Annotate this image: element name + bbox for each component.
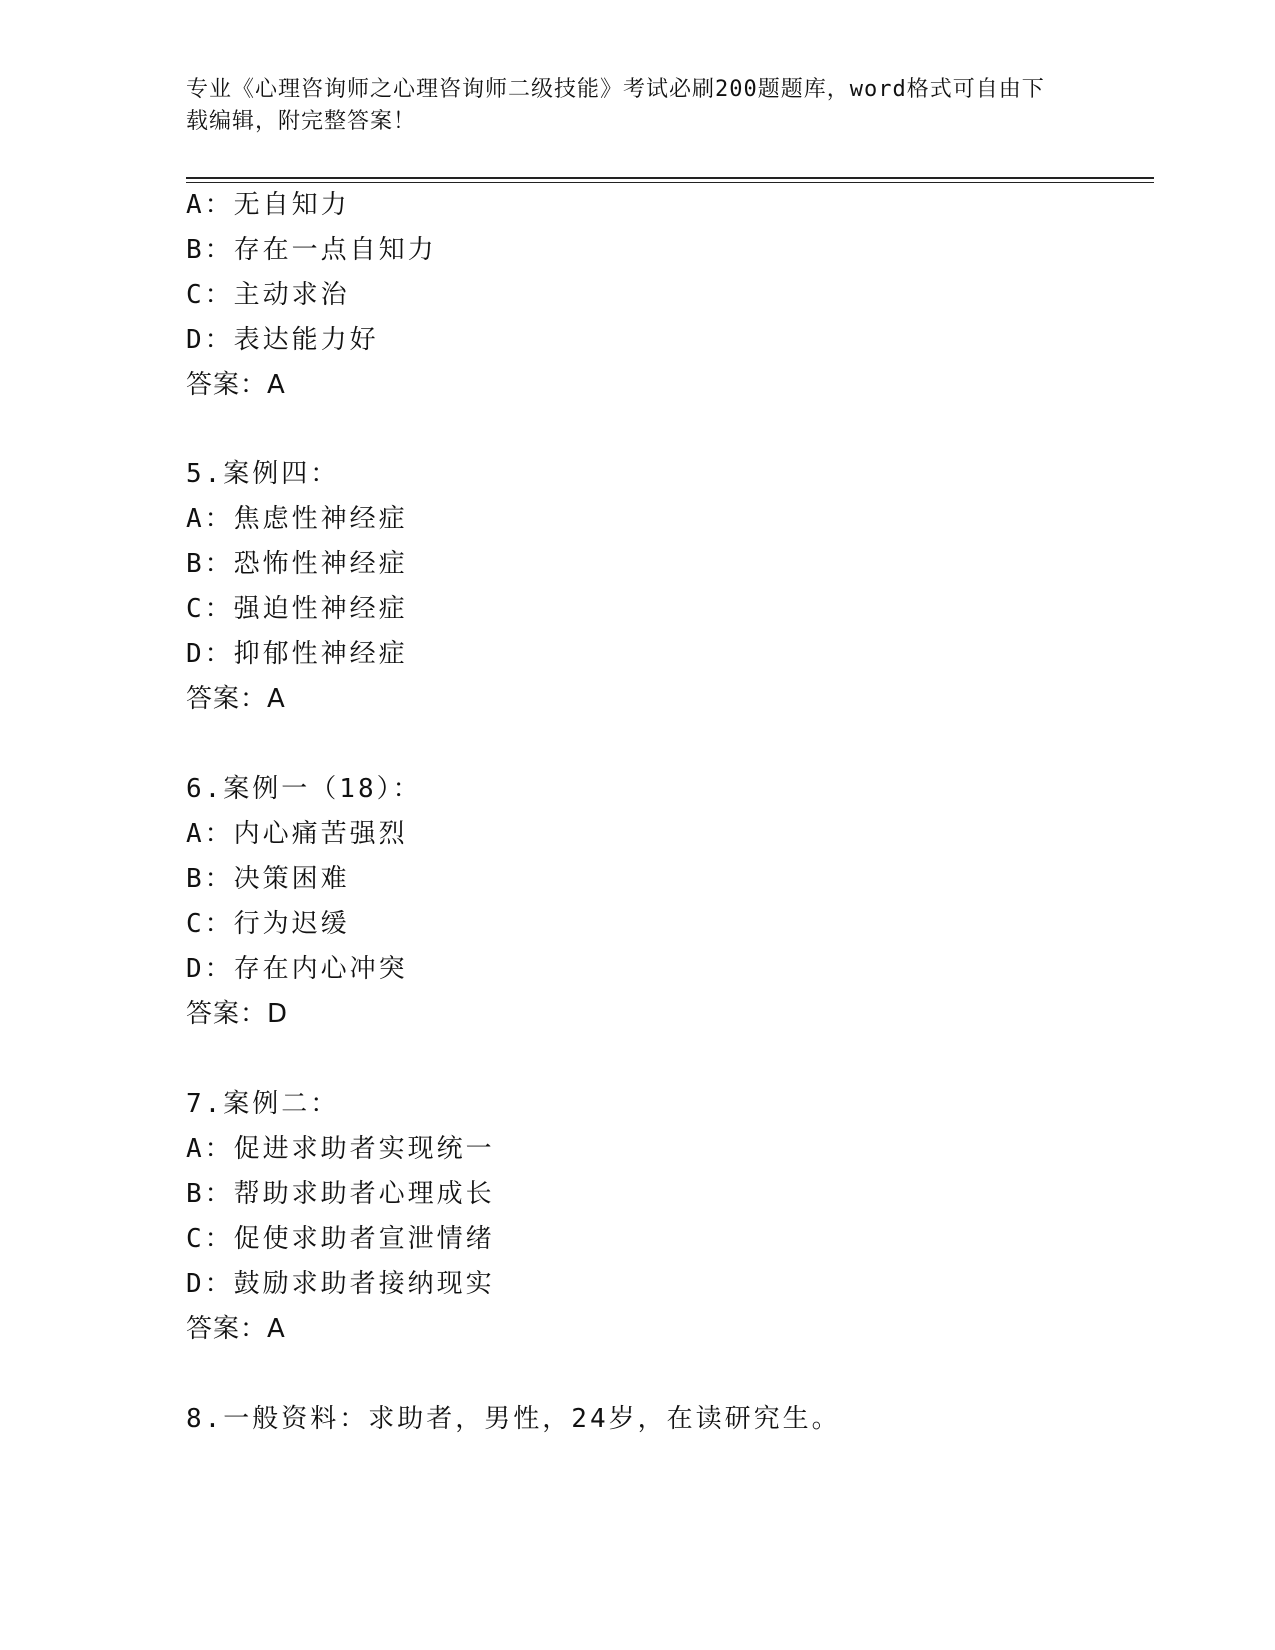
q4-option-b: B：存在一点自知力 [186, 235, 437, 265]
q6-option-b: B：决策困难 [186, 864, 350, 894]
q4-option-c: C：主动求治 [186, 280, 350, 310]
q5-option-d: D：抑郁性神经症 [186, 639, 408, 669]
q5-option-c: C：强迫性神经症 [186, 594, 408, 624]
header-divider-thin [186, 182, 1154, 183]
q4-option-d: D：表达能力好 [186, 325, 379, 355]
q5-option-a: A：焦虑性神经症 [186, 504, 408, 534]
q4-answer: 答案：A [186, 370, 286, 400]
q6-option-a: A：内心痛苦强烈 [186, 819, 408, 849]
q7-option-b: B：帮助求助者心理成长 [186, 1179, 495, 1209]
q5-stem: 5.案例四： [186, 459, 340, 489]
q6-option-c: C：行为迟缓 [186, 909, 350, 939]
q7-option-a: A：促进求助者实现统一 [186, 1134, 495, 1164]
q6-stem: 6.案例一（18）： [186, 774, 422, 804]
q4-option-a: A：无自知力 [186, 190, 350, 220]
q7-answer: 答案：A [186, 1314, 286, 1344]
q5-option-b: B：恐怖性神经症 [186, 549, 408, 579]
q5-answer: 答案：A [186, 684, 286, 714]
q6-answer: 答案：D [186, 999, 289, 1029]
q6-option-d: D：存在内心冲突 [186, 954, 408, 984]
header-divider-thick [186, 177, 1154, 179]
q7-option-d: D：鼓励求助者接纳现实 [186, 1269, 495, 1299]
document-header: 专业《心理咨询师之心理咨询师二级技能》考试必刷200题题库，word格式可自由下载编辑，附完整答案！ [186, 77, 1045, 134]
q7-stem: 7.案例二： [186, 1089, 340, 1119]
q7-option-c: C：促使求助者宣泄情绪 [186, 1224, 495, 1254]
q8-stem: 8.一般资料：求助者，男性，24岁，在读研究生。 [186, 1404, 841, 1434]
